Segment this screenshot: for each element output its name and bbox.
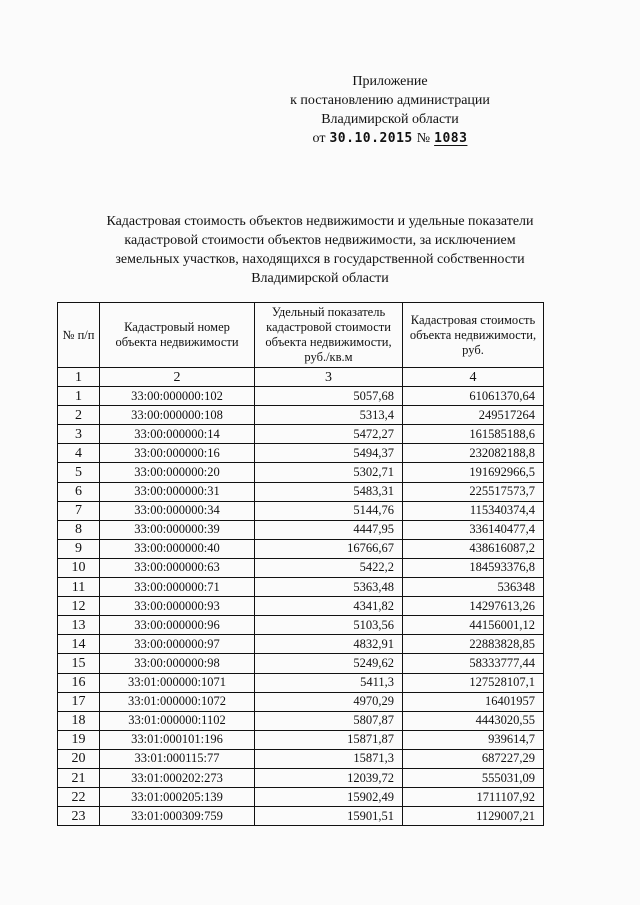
- cadastral-number: 33:00:000000:31: [100, 482, 255, 501]
- cadastral-number: 33:00:000000:93: [100, 597, 255, 616]
- cadastral-number: 33:00:000000:71: [100, 578, 255, 597]
- column-number: 1: [58, 368, 100, 387]
- unit-value: 5057,68: [255, 387, 403, 406]
- cadastral-number: 33:00:000000:102: [100, 387, 255, 406]
- table-row: [58, 520, 544, 539]
- cadastral-value: 4443020,55: [403, 711, 544, 730]
- cadastral-number: 33:01:000309:759: [100, 807, 255, 826]
- cadastral-value: 232082188,8: [403, 444, 544, 463]
- cadastral-value: 687227,29: [403, 749, 544, 768]
- header-cadastral-value: Кадастровая стоимость объекта недвижимости, руб.: [403, 303, 544, 368]
- unit-value: 5302,71: [255, 463, 403, 482]
- table-row: [58, 807, 544, 826]
- unit-value: 4447,95: [255, 520, 403, 539]
- unit-value: 15902,49: [255, 788, 403, 807]
- row-number: 12: [58, 597, 100, 616]
- cadastral-number: 33:00:000000:96: [100, 616, 255, 635]
- cadastral-number: 33:00:000000:40: [100, 539, 255, 558]
- table-row: [58, 749, 544, 768]
- unit-value: 5494,37: [255, 444, 403, 463]
- cadastral-number: 33:00:000000:16: [100, 444, 255, 463]
- row-number: 11: [58, 578, 100, 597]
- cadastral-value: 1129007,21: [403, 807, 544, 826]
- cadastral-value: 336140477,4: [403, 520, 544, 539]
- title-line-1: Кадастровая стоимость объектов недвижимости и удельные показатели: [106, 214, 534, 229]
- unit-value: 5807,87: [255, 711, 403, 730]
- appendix-region: Владимирской области: [321, 112, 459, 127]
- unit-value: 5249,62: [255, 654, 403, 673]
- table-body: [58, 368, 544, 826]
- column-number: 2: [100, 368, 255, 387]
- order-line: [270, 129, 510, 148]
- unit-value: 5411,3: [255, 673, 403, 692]
- row-number: 10: [58, 558, 100, 577]
- row-number: 13: [58, 616, 100, 635]
- row-number: 16: [58, 673, 100, 692]
- unit-value: 16766,67: [255, 539, 403, 558]
- cadastral-value: 1711107,92: [403, 788, 544, 807]
- unit-value: 15871,3: [255, 749, 403, 768]
- cadastral-value: 191692966,5: [403, 463, 544, 482]
- cadastral-value: 939614,7: [403, 730, 544, 749]
- table-row: [58, 673, 544, 692]
- unit-value: 4832,91: [255, 635, 403, 654]
- table-row: [58, 578, 544, 597]
- cadastral-value: 115340374,4: [403, 501, 544, 520]
- table-row: [58, 406, 544, 425]
- row-number: 19: [58, 730, 100, 749]
- table-row: [58, 635, 544, 654]
- cadastral-value: 22883828,85: [403, 635, 544, 654]
- row-number: 5: [58, 463, 100, 482]
- cadastral-number: 33:01:000000:1102: [100, 711, 255, 730]
- cadastral-number: 33:00:000000:14: [100, 425, 255, 444]
- unit-value: 5363,48: [255, 578, 403, 597]
- table-header-row: [58, 303, 544, 368]
- table-row: [58, 482, 544, 501]
- cadastral-value: 249517264: [403, 406, 544, 425]
- appendix-header: [270, 72, 510, 148]
- cadastral-value: 225517573,7: [403, 482, 544, 501]
- row-number: 15: [58, 654, 100, 673]
- unit-value: 4970,29: [255, 692, 403, 711]
- column-number: 3: [255, 368, 403, 387]
- title-line-3: земельных участков, находящихся в государственной собственности: [115, 252, 525, 267]
- row-number: 22: [58, 788, 100, 807]
- cadastral-value: 14297613,26: [403, 597, 544, 616]
- table-row: [58, 597, 544, 616]
- cadastral-value: 58333777,44: [403, 654, 544, 673]
- title-line-2: кадастровой стоимости объектов недвижимости, за исключением: [124, 233, 516, 248]
- row-number: 18: [58, 711, 100, 730]
- cadastral-value: 16401957: [403, 692, 544, 711]
- unit-value: 5144,76: [255, 501, 403, 520]
- cadastral-number: 33:00:000000:39: [100, 520, 255, 539]
- cadastral-number: 33:01:000115:77: [100, 749, 255, 768]
- document-title: [60, 212, 580, 288]
- row-number: 17: [58, 692, 100, 711]
- column-number-row: [58, 368, 544, 387]
- cadastral-number: 33:00:000000:98: [100, 654, 255, 673]
- appendix-to-resolution: к постановлению администрации: [290, 93, 490, 108]
- row-number: 7: [58, 501, 100, 520]
- row-number: 14: [58, 635, 100, 654]
- unit-value: 5472,27: [255, 425, 403, 444]
- table-row: [58, 463, 544, 482]
- header-number: № п/п: [58, 303, 100, 368]
- unit-value: 5103,56: [255, 616, 403, 635]
- unit-value: 5422,2: [255, 558, 403, 577]
- cadastral-number: 33:01:000202:273: [100, 768, 255, 787]
- unit-value: 5483,31: [255, 482, 403, 501]
- number-label: №: [416, 131, 431, 146]
- row-number: 3: [58, 425, 100, 444]
- row-number: 21: [58, 768, 100, 787]
- cadastral-number: 33:00:000000:63: [100, 558, 255, 577]
- title-line-4: Владимирской области: [251, 271, 389, 286]
- cadastral-number: 33:01:000101:196: [100, 730, 255, 749]
- table-row: [58, 558, 544, 577]
- table-row: [58, 788, 544, 807]
- cadastral-value: 536348: [403, 578, 544, 597]
- appendix-label: Приложение: [352, 74, 428, 89]
- table-row: [58, 501, 544, 520]
- cadastral-value: 161585188,6: [403, 425, 544, 444]
- table-row: [58, 444, 544, 463]
- order-date: 30.10.2015: [329, 131, 413, 146]
- table-row: [58, 539, 544, 558]
- row-number: 9: [58, 539, 100, 558]
- row-number: 8: [58, 520, 100, 539]
- row-number: 1: [58, 387, 100, 406]
- cadastral-table: [57, 302, 544, 826]
- table-row: [58, 425, 544, 444]
- cadastral-value: 555031,09: [403, 768, 544, 787]
- cadastral-value: 184593376,8: [403, 558, 544, 577]
- header-unit-value: Удельный показатель кадастровой стоимости объекта недвижимости, руб./кв.м: [255, 303, 403, 368]
- cadastral-number: 33:00:000000:20: [100, 463, 255, 482]
- from-label: от: [312, 131, 326, 146]
- table-row: [58, 768, 544, 787]
- table-row: [58, 711, 544, 730]
- cadastral-number: 33:01:000000:1072: [100, 692, 255, 711]
- cadastral-number: 33:01:000000:1071: [100, 673, 255, 692]
- row-number: 20: [58, 749, 100, 768]
- cadastral-value: 61061370,64: [403, 387, 544, 406]
- cadastral-number: 33:00:000000:34: [100, 501, 255, 520]
- unit-value: 15901,51: [255, 807, 403, 826]
- table-row: [58, 387, 544, 406]
- unit-value: 15871,87: [255, 730, 403, 749]
- unit-value: 4341,82: [255, 597, 403, 616]
- cadastral-number: 33:00:000000:97: [100, 635, 255, 654]
- row-number: 6: [58, 482, 100, 501]
- unit-value: 5313,4: [255, 406, 403, 425]
- column-number: 4: [403, 368, 544, 387]
- cadastral-number: 33:00:000000:108: [100, 406, 255, 425]
- cadastral-number: 33:01:000205:139: [100, 788, 255, 807]
- table-row: [58, 616, 544, 635]
- row-number: 4: [58, 444, 100, 463]
- unit-value: 12039,72: [255, 768, 403, 787]
- table-row: [58, 692, 544, 711]
- cadastral-value: 44156001,12: [403, 616, 544, 635]
- row-number: 23: [58, 807, 100, 826]
- row-number: 2: [58, 406, 100, 425]
- header-cadastral-number: Кадастровый номер объекта недвижимости: [100, 303, 255, 368]
- order-number: 1083: [434, 131, 468, 146]
- table-row: [58, 654, 544, 673]
- cadastral-value: 127528107,1: [403, 673, 544, 692]
- table-row: [58, 730, 544, 749]
- cadastral-value: 438616087,2: [403, 539, 544, 558]
